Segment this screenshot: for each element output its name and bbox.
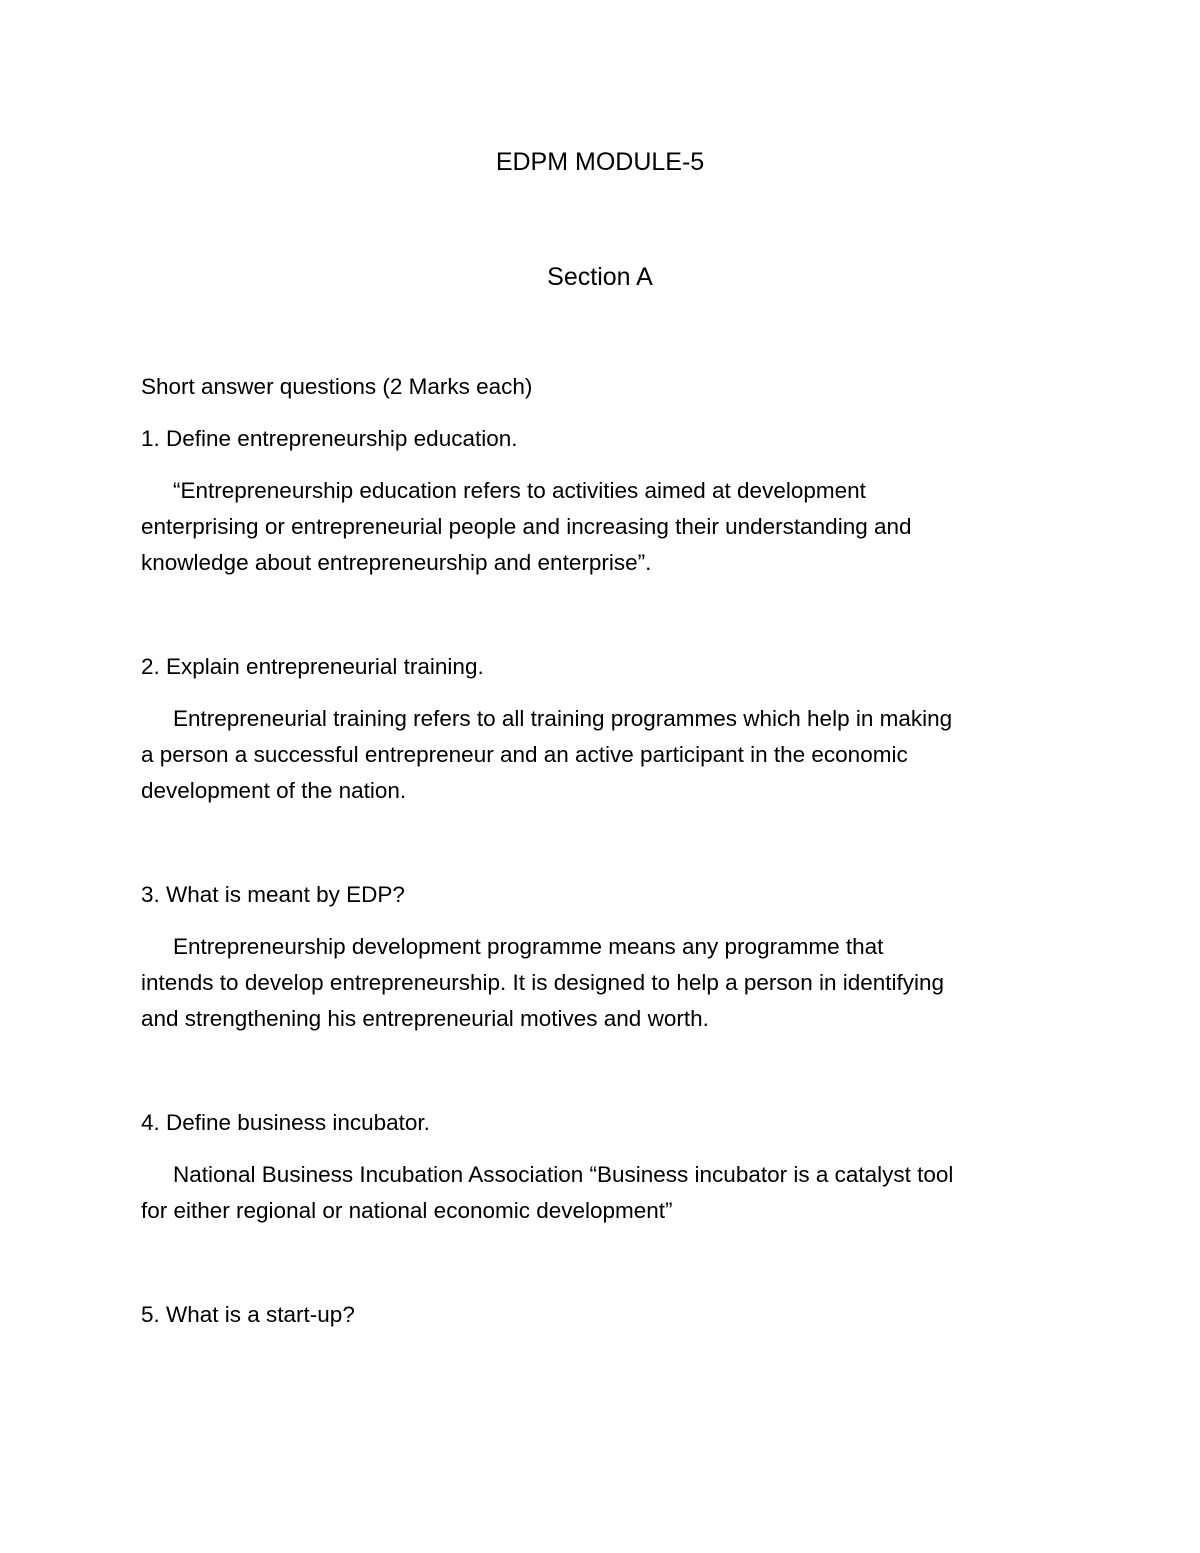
question-4: 4. Define business incubator. [141, 1110, 430, 1135]
answer-2-line-2: a person a successful entrepreneur and an active participant in the economic [141, 742, 908, 767]
answer-2-line-3: development of the nation. [141, 778, 407, 803]
answer-4-line-2: for either regional or national economic development” [141, 1198, 673, 1223]
answer-1-line-1: “Entrepreneurship education refers to activities aimed at development [173, 478, 866, 503]
answer-3-line-3: and strengthening his entrepreneurial motives and worth. [141, 1006, 709, 1031]
document-title: EDPM MODULE-5 [495, 148, 705, 176]
instructions: Short answer questions (2 Marks each) [141, 374, 533, 399]
section-heading: Section A [547, 263, 653, 291]
answer-1-line-3: knowledge about entrepreneurship and enterprise”. [141, 550, 652, 575]
answer-2-line-1: Entrepreneurial training refers to all training programmes which help in making [173, 706, 953, 731]
answer-3-line-2: intends to develop entrepreneurship. It is designed to help a person in identifying [141, 970, 945, 995]
question-2: 2. Explain entrepreneurial training. [141, 654, 484, 679]
answer-4-line-1: National Business Incubation Association “Business incubator is a catalyst tool [173, 1162, 954, 1187]
question-1: 1. Define entrepreneurship education. [141, 426, 518, 451]
answer-1-line-2: enterprising or entrepreneurial people and increasing their understanding and [141, 514, 912, 539]
question-3: 3. What is meant by EDP? [141, 882, 405, 907]
question-5: 5. What is a start-up? [141, 1302, 355, 1327]
answer-3-line-1: Entrepreneurship development programme means any programme that [173, 934, 884, 959]
